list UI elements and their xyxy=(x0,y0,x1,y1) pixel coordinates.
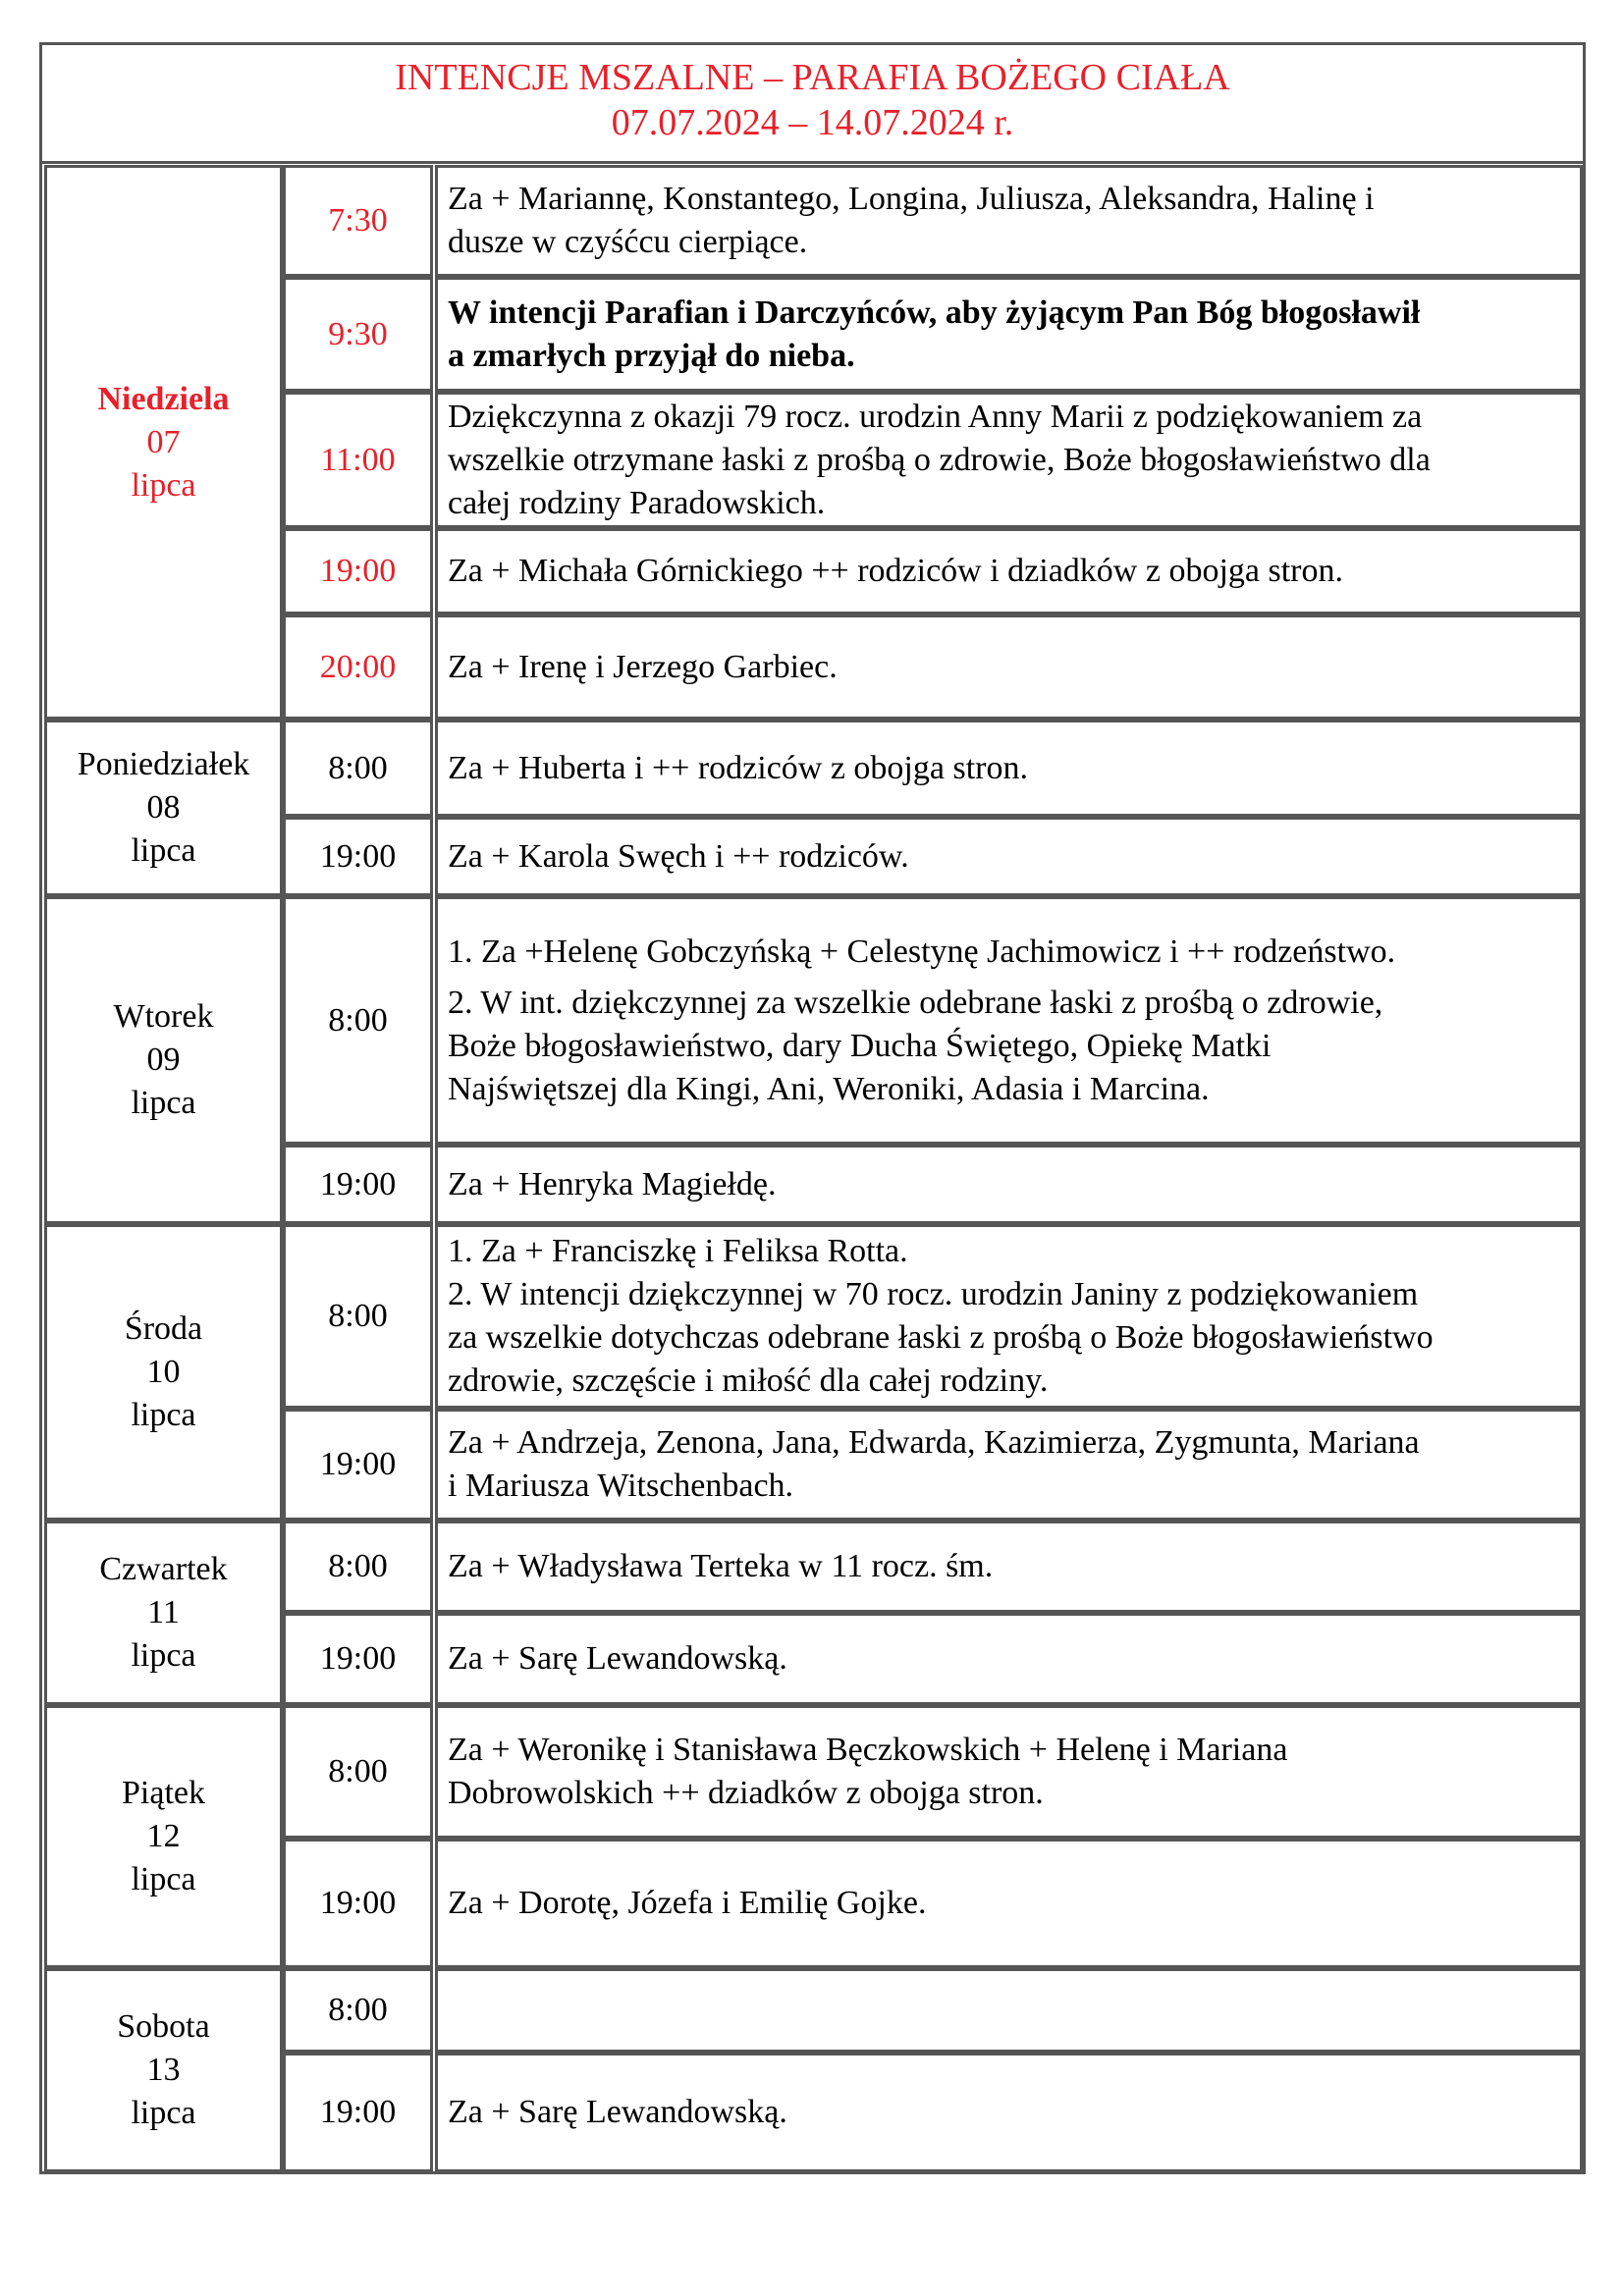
intention-line: Za + Władysława Terteka w 11 rocz. śm. xyxy=(448,1548,994,1584)
mass-time: 8:00 xyxy=(283,720,433,817)
mass-time: 7:30 xyxy=(283,165,433,277)
mass-intention xyxy=(435,896,1583,1145)
day-cell xyxy=(44,1968,283,2172)
day-name: Środa xyxy=(124,1310,203,1347)
intention-line: Za + Sarę Lewandowską. xyxy=(448,2094,787,2130)
intention-line: Za + Henryka Magiełdę. xyxy=(448,1165,777,1202)
intention-line: za wszelkie dotychczas odebrane łaski z prośbą o Boże błogosławieństwo xyxy=(448,1319,1434,1356)
intention-line: Za + Michała Górnickiego ++ rodziców i dziadków z obojga stron. xyxy=(448,553,1343,589)
intention-line: Za + Sarę Lewandowską. xyxy=(448,1640,787,1677)
intention-line: 2. W intencji dziękczynnej w 70 rocz. urodzin Janiny z podziękowaniem xyxy=(448,1276,1419,1312)
day-name: Wtorek xyxy=(113,998,214,1035)
intention-line: całej rodziny Paradowskich. xyxy=(448,484,826,521)
intention-line: i Mariusza Witschenbach. xyxy=(448,1468,794,1504)
mass-time: 8:00 xyxy=(283,1224,433,1409)
day-month: lipca xyxy=(131,1085,196,1121)
mass-time: 11:00 xyxy=(283,392,433,528)
day-name: Poniedziałek xyxy=(77,746,250,782)
mass-time: 19:00 xyxy=(283,817,433,896)
mass-intention xyxy=(435,1521,1583,1613)
intention-line: zdrowie, szczęście i miłość dla całej rodziny. xyxy=(448,1362,1049,1399)
day-month: lipca xyxy=(131,1397,196,1433)
mass-intention xyxy=(435,1224,1583,1409)
intention-line: Za + Irenę i Jerzego Garbiec. xyxy=(448,648,838,685)
intention-line: Najświętszej dla Kingi, Ani, Weroniki, Adasia i Marcina. xyxy=(448,1070,1210,1107)
mass-intention xyxy=(435,1705,1583,1839)
mass-time: 19:00 xyxy=(283,2053,433,2172)
title-divider xyxy=(42,161,1583,164)
day-name: Czwartek xyxy=(99,1551,228,1587)
mass-intention xyxy=(435,277,1583,392)
intention-line: Dobrowolskich ++ dziadków z obojga stron. xyxy=(448,1775,1044,1811)
day-cell xyxy=(44,720,283,896)
mass-time: 19:00 xyxy=(283,528,433,614)
day-name: Sobota xyxy=(117,2008,210,2045)
mass-time: 19:00 xyxy=(283,1409,433,1521)
day-month: lipca xyxy=(131,832,196,869)
intention-line: Za + Weronikę i Stanisława Bęczkowskich + Helenę i Mariana xyxy=(448,1732,1288,1768)
day-number: 10 xyxy=(146,1354,181,1390)
mass-intention xyxy=(435,165,1583,277)
day-month: lipca xyxy=(131,1861,196,1897)
mass-intention xyxy=(435,1839,1583,1968)
intention-line: dusze w czyśćcu cierpiące. xyxy=(448,224,808,260)
mass-time: 8:00 xyxy=(283,1968,433,2053)
intention-line: 2. W int. dziękczynnej za wszelkie odebrane łaski z prośbą o zdrowie, xyxy=(448,984,1383,1021)
day-cell xyxy=(44,1224,283,1521)
day-cell xyxy=(44,1521,283,1705)
day-cell xyxy=(44,165,283,720)
intention-line: Za + Mariannę, Konstantego, Longina, Juliusza, Aleksandra, Halinę i xyxy=(448,181,1375,217)
title-heading: INTENCJE MSZALNE – PARAFIA BOŻEGO CIAŁA xyxy=(395,57,1230,98)
day-cell xyxy=(44,1705,283,1968)
intention-line: wszelkie otrzymane łaski z prośbą o zdrowie, Boże błogosławieństwo dla xyxy=(448,441,1431,478)
mass-time: 19:00 xyxy=(283,1613,433,1705)
day-month: lipca xyxy=(131,466,196,504)
intention-line: Za + Huberta i ++ rodziców z obojga stron. xyxy=(448,749,1028,786)
page-title xyxy=(42,45,1583,161)
day-number: 11 xyxy=(147,1594,180,1630)
intention-line: Za + Karola Swęch i ++ rodziców. xyxy=(448,837,909,875)
intention-line: 1. Za +Helenę Gobczyńską + Celestynę Jachimowicz i ++ rodzeństwo. xyxy=(448,933,1396,970)
mass-time: 20:00 xyxy=(283,614,433,720)
mass-intention xyxy=(435,2053,1583,2172)
intention-line: a zmarłych przyjął do nieba. xyxy=(448,337,855,374)
day-number: 08 xyxy=(146,789,181,826)
day-number: 12 xyxy=(146,1818,181,1854)
mass-intention xyxy=(435,1968,1583,2053)
intention-line: Boże błogosławieństwo, dary Ducha Świętego, Opiekę Matki xyxy=(448,1027,1272,1064)
day-number: 07 xyxy=(146,423,181,460)
mass-intention xyxy=(435,1145,1583,1224)
mass-time: 8:00 xyxy=(283,896,433,1145)
day-name: Niedziela xyxy=(97,380,230,417)
mass-intention xyxy=(435,720,1583,817)
day-month: lipca xyxy=(131,2095,196,2131)
day-cell xyxy=(44,896,283,1224)
mass-intention xyxy=(435,614,1583,720)
intention-line: Dziękczynna z okazji 79 rocz. urodzin Anny Marii z podziękowaniem za xyxy=(448,398,1423,435)
day-number: 13 xyxy=(146,2052,181,2088)
mass-time: 19:00 xyxy=(283,1839,433,1968)
mass-time: 9:30 xyxy=(283,277,433,392)
mass-time: 8:00 xyxy=(283,1705,433,1839)
title-date-range: 07.07.2024 – 14.07.2024 r. xyxy=(611,102,1014,143)
day-name: Piątek xyxy=(122,1775,205,1811)
intention-line: 1. Za + Franciszkę i Feliksa Rotta. xyxy=(448,1233,908,1269)
intention-line: W intencji Parafian i Darczyńców, aby żyjącym Pan Bóg błogosławił xyxy=(448,294,1421,331)
mass-intention xyxy=(435,1409,1583,1521)
mass-intention xyxy=(435,1613,1583,1705)
mass-time: 8:00 xyxy=(283,1521,433,1613)
intention-line: Za + Dorotę, Józefa i Emilię Gojke. xyxy=(448,1885,927,1921)
day-month: lipca xyxy=(131,1637,196,1674)
mass-intention xyxy=(435,392,1583,528)
mass-intention xyxy=(435,528,1583,614)
intention-line: Za + Andrzeja, Zenona, Jana, Edwarda, Kazimierza, Zygmunta, Mariana xyxy=(448,1424,1420,1461)
mass-time: 19:00 xyxy=(283,1145,433,1224)
day-number: 09 xyxy=(146,1041,181,1078)
mass-intention xyxy=(435,817,1583,896)
